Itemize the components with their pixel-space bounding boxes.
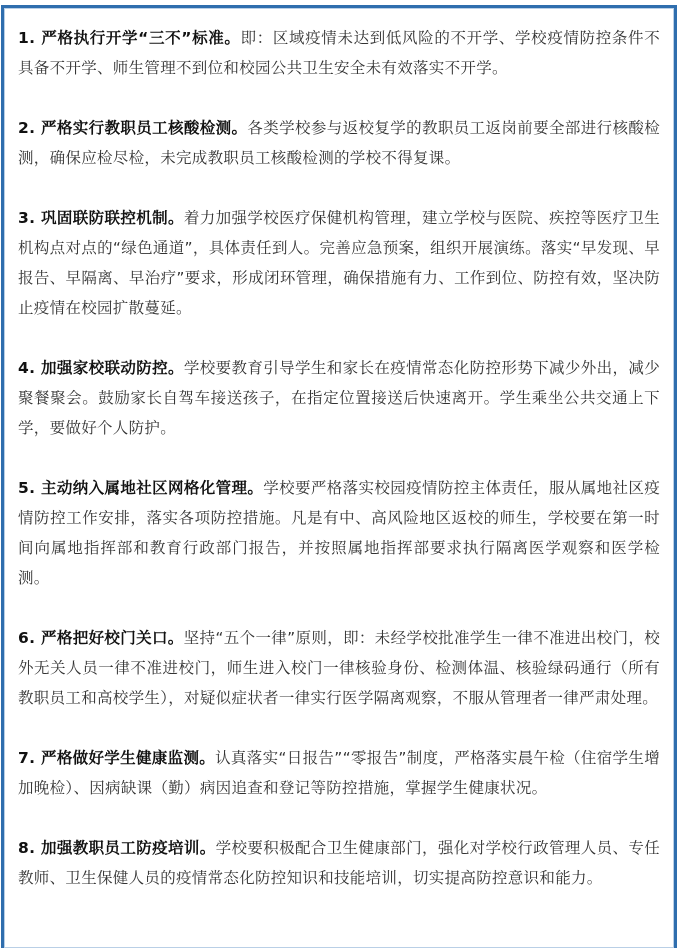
paragraph-body: 学校要积极配合卫生健康部门，强化对学校行政管理人员、专任教师、卫生保健人员的疫情常态化防控知识和技能培训，切实提高防控意识和能力。: [18, 839, 660, 887]
paragraph-2: [18, 113, 660, 173]
paragraph-title: 6. 严格把好校门关口。: [18, 629, 184, 647]
paragraph-title: 5. 主动纳入属地社区网格化管理。: [18, 479, 264, 497]
paragraph-5: [18, 473, 660, 593]
paragraph-body: 学校要严格落实校园疫情防控主体责任，服从属地社区疫情防控工作安排，落实各项防控措施。凡是有中、高风险地区返校的师生，学校要在第一时间向属地指挥部和教育行政部门报告，并按照属地指挥部要求执行隔离医学观察和医学检测。: [18, 479, 660, 587]
paragraph-3: [18, 203, 660, 323]
paragraph-body: 认真落实“日报告”“零报告”制度，严格落实晨午检（住宿学生增加晚检）、因病缺课（勤）病因追查和登记等防控措施，掌握学生健康状况。: [18, 749, 660, 797]
paragraph-title: 2. 严格实行教职员工核酸检测。: [18, 119, 248, 137]
paragraph-body: 着力加强学校医疗保健机构管理，建立学校与医院、疾控等医疗卫生机构点对点的“绿色通道”，具体责任到人。完善应急预案，组织开展演练。落实“早发现、早报告、早隔离、早治疗”要求，形成闭环管理，确保措施有力、工作到位、防控有效，坚决防止疫情在校园扩散蔓延。: [18, 209, 660, 317]
paragraph-title: 1. 严格执行开学“三不”标准。: [18, 29, 241, 47]
paragraph-6: [18, 623, 660, 713]
paragraph-1: [18, 23, 660, 83]
paragraph-title: 3. 巩固联防联控机制。: [18, 209, 184, 227]
paragraph-body: 即：区域疫情未达到低风险的不开学、学校疫情防控条件不具备不开学、师生管理不到位和校园公共卫生安全未有效落实不开学。: [18, 29, 660, 77]
paragraph-body: 学校要教育引导学生和家长在疫情常态化防控形势下减少外出，减少聚餐聚会。鼓励家长自驾车接送孩子，在指定位置接送后快速离开。学生乘坐公共交通上下学，要做好个人防护。: [18, 359, 660, 437]
paragraph-title: 7. 严格做好学生健康监测。: [18, 749, 216, 767]
paragraph-body: 坚持“五个一律”原则，即：未经学校批准学生一律不准进出校门，校外无关人员一律不准进校门，师生进入校门一律核验身份、检测体温、核验绿码通行（所有教职员工和高校学生），对疑似症状者一律实行医学隔离观察，不服从管理者一律严肃处理。: [18, 629, 660, 707]
paragraph-title: 4. 加强家校联动防控。: [18, 359, 184, 377]
paragraph-7: [18, 743, 660, 803]
paragraph-8: [18, 833, 660, 893]
paragraph-title: 8. 加强教职员工防疫培训。: [18, 839, 216, 857]
paragraph-body: 各类学校参与返校复学的教职员工返岗前要全部进行核酸检测，确保应检尽检，未完成教职员工核酸检测的学校不得复课。: [18, 119, 660, 167]
document-content: [18, 23, 660, 923]
paragraph-4: [18, 353, 660, 443]
